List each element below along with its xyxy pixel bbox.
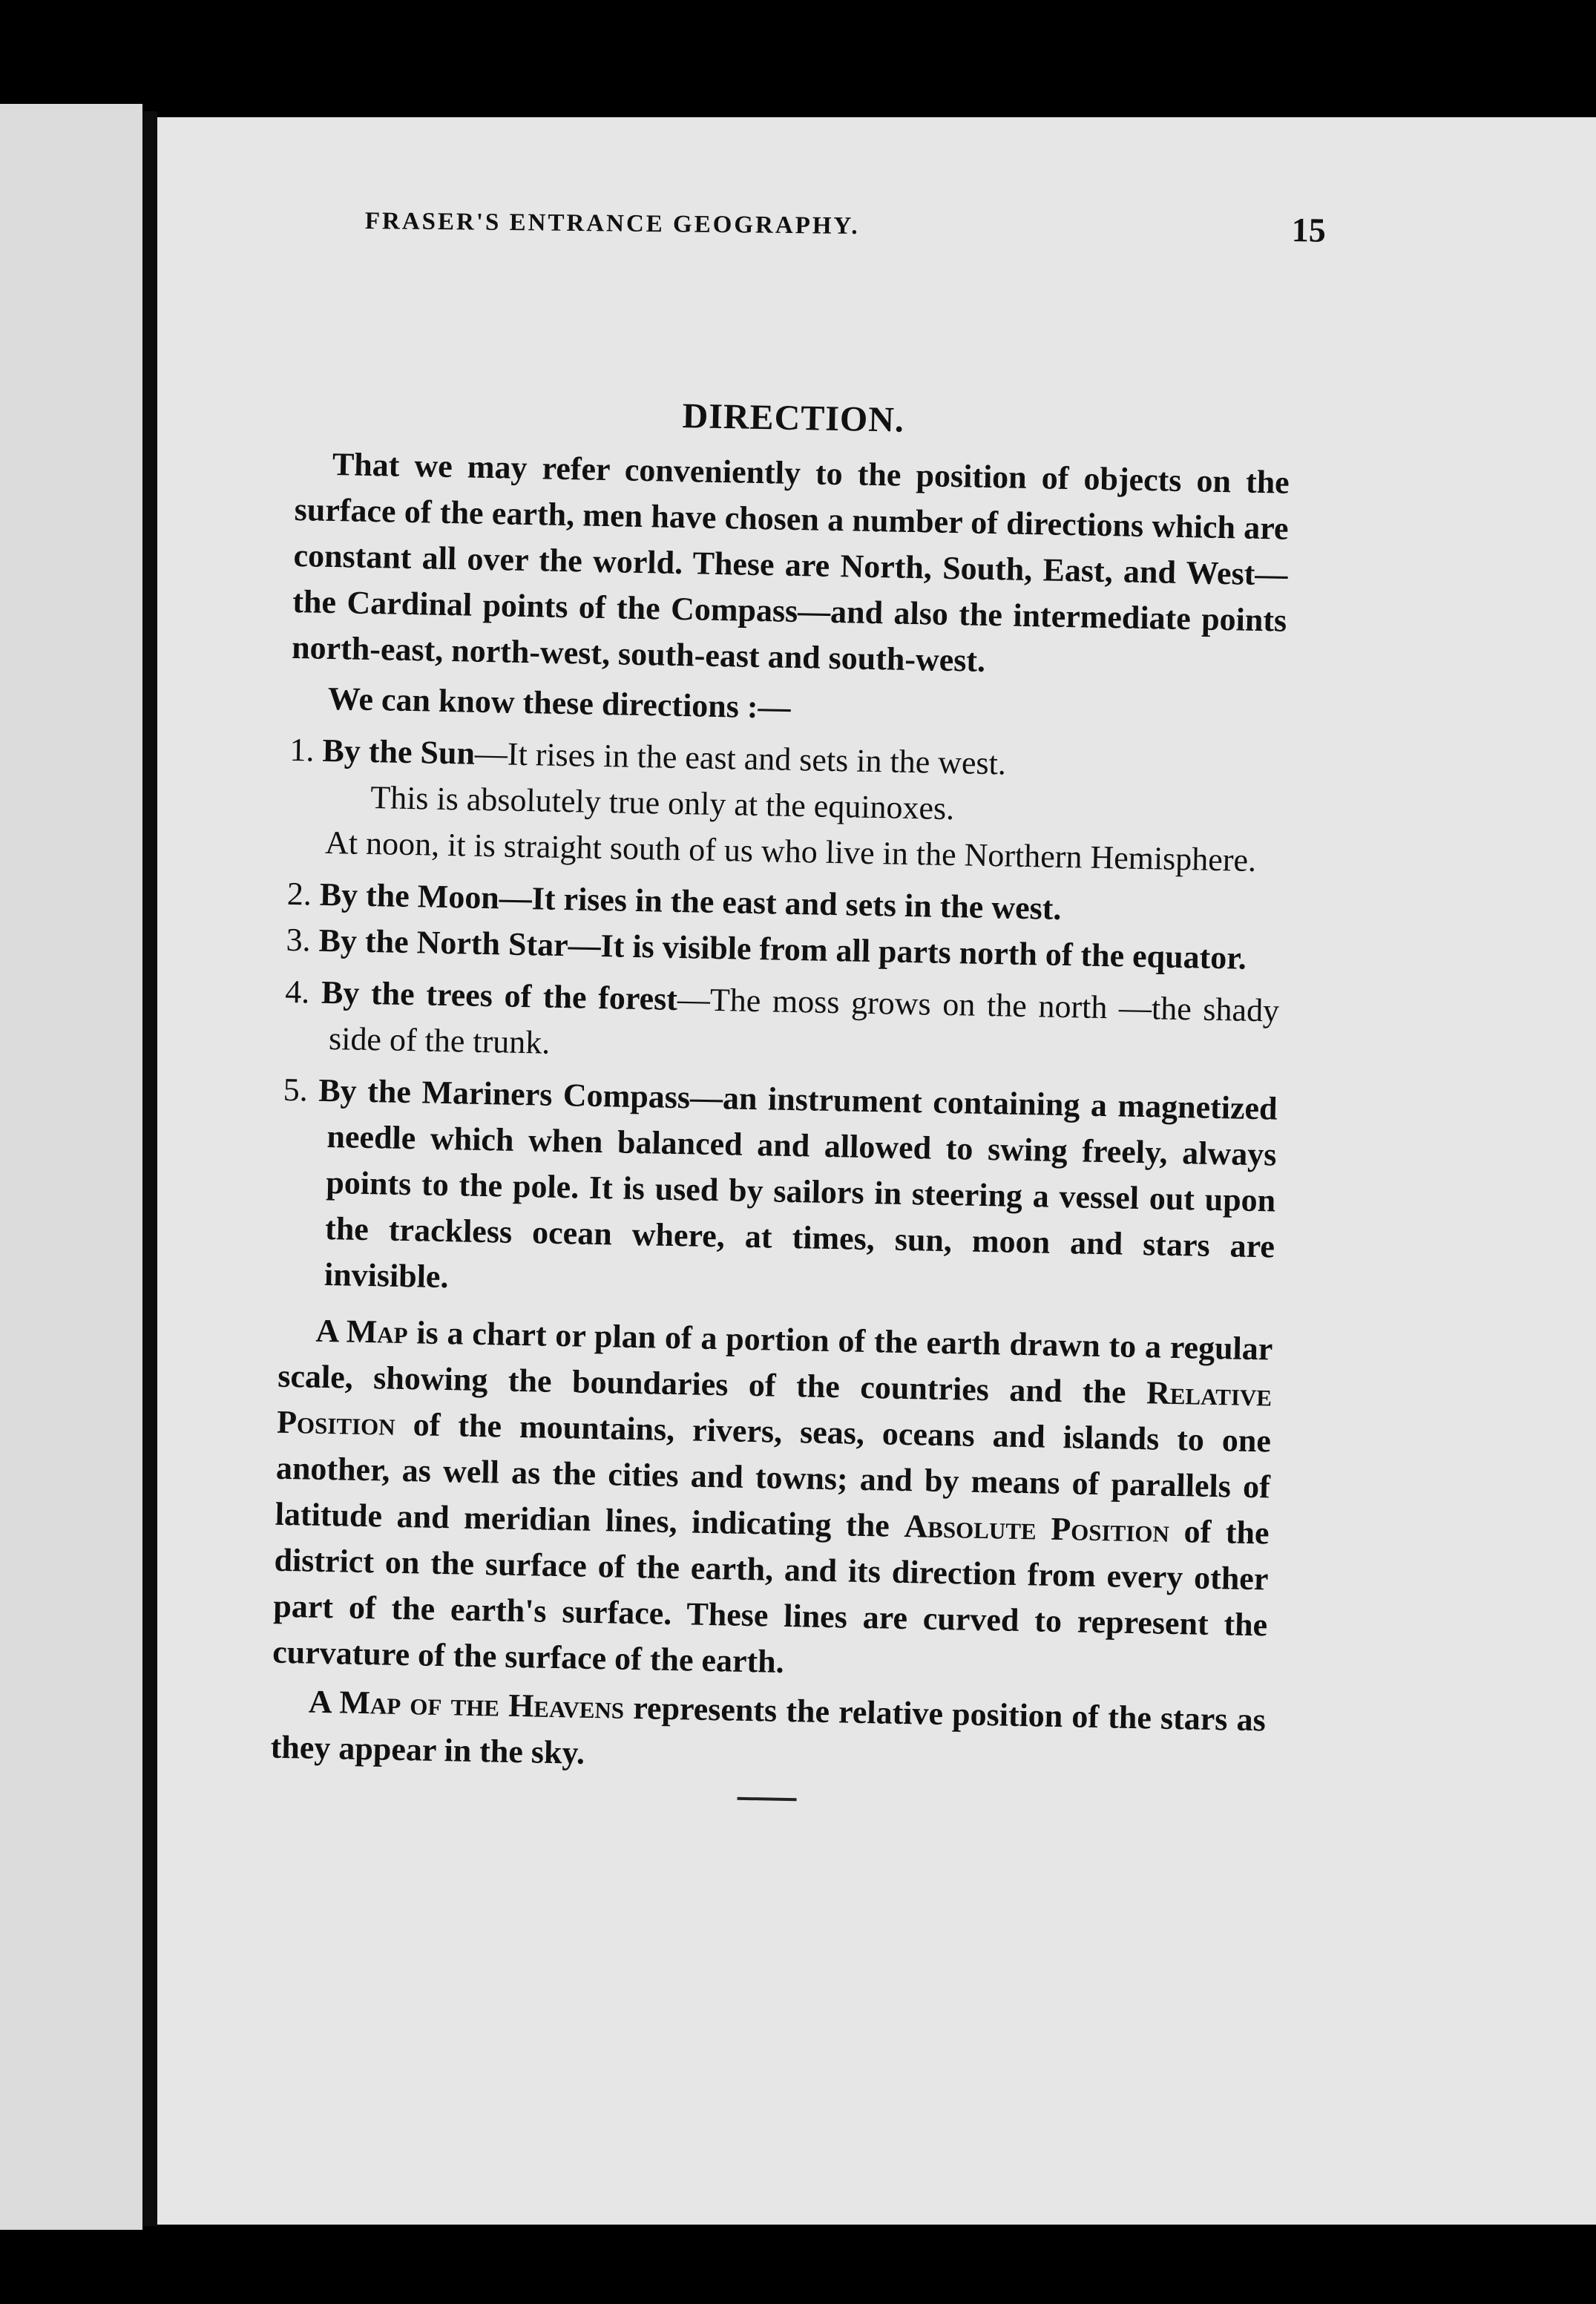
- item-title: By the North Star: [318, 922, 569, 964]
- item-number: 3.: [286, 921, 312, 959]
- scan-border: [0, 2230, 1596, 2304]
- page-number: 15: [1291, 211, 1327, 249]
- item-title: By the Mariners Compass: [318, 1071, 691, 1116]
- heavens-lead: A: [308, 1683, 340, 1721]
- running-title: FRASER'S ENTRANCE GEOGRAPHY.: [364, 208, 860, 240]
- absolute-position-term: Absolute Position: [904, 1508, 1170, 1549]
- page-content: [270, 386, 1291, 1810]
- item-number: 4.: [284, 973, 310, 1011]
- item-text: —an instrument containing a magnetized needle which when balanced and allowed to swing freely, always points to the pole. It is used by sailors in steering a vessel out upon the trackless ocean where, at times, sun, moon and stars are invisible.: [324, 1079, 1278, 1296]
- item-number: 2.: [286, 875, 312, 913]
- section-heading: DIRECTION.: [682, 396, 905, 440]
- item-text: —It rises in the east and sets in the west.: [474, 735, 1007, 782]
- item-text: —It rises in the east and sets in the west.: [499, 879, 1062, 927]
- item-number: 5.: [283, 1071, 309, 1109]
- sun-equinox-line: This is absolutely true only at the equinoxes.: [370, 779, 955, 827]
- item-text: —The moss grows on the north —the shady side of the trunk.: [328, 981, 1280, 1061]
- map-text-1: is a chart or plan of a portion of the earth drawn to a regular scale, showing the boundaries of the countries and the: [277, 1314, 1273, 1411]
- heavens-text: represents the relative position of the stars as they appear in the sky.: [270, 1689, 1267, 1771]
- item-text: —It is visible from all parts north of the equator.: [568, 927, 1247, 977]
- item-title: By the Sun: [322, 732, 476, 772]
- heavens-paragraph: [270, 1678, 1266, 1790]
- sun-noon-line: At noon, it is straight south of us who live in the Northern Hemisphere.: [324, 824, 1257, 879]
- lead-line: We can know these directions :—: [327, 680, 792, 726]
- intro-paragraph: That we may refer conveniently to the position of objects on the surface of the earth, men have chosen a number of directions which are constant all over the world. These are North, South, East, and West—the Cardinal points of the Compass—and also the intermediate points north-east, north-west, south-east and south-west.: [291, 445, 1290, 679]
- map-text-2: of the mountains, rivers, seas, oceans and islands to one another, as well as the cities and towns; and by means of parallels of latitude and meridian lines, indicating the: [275, 1405, 1272, 1544]
- heavens-term: Map of the Heavens: [338, 1684, 625, 1726]
- item-title: By the Moon: [319, 876, 500, 916]
- facing-page-edge: [0, 104, 142, 2256]
- list-item-trees: [284, 969, 1280, 1080]
- item-title: By the trees of the forest: [321, 974, 678, 1017]
- map-paragraph: [272, 1307, 1273, 1695]
- map-lead: A: [315, 1312, 347, 1350]
- list-item-compass: [279, 1067, 1278, 1316]
- map-term: Map: [346, 1313, 409, 1351]
- item-number: 1.: [289, 731, 315, 769]
- book-spine: [142, 111, 157, 2226]
- relative-position-term: Relative Position: [276, 1374, 1272, 1443]
- map-text-3: of the district on the surface of the earth, and its direction from every other part of the earth's surface. These lines are curved to represent the curvature of the surface of the earth.: [272, 1512, 1270, 1680]
